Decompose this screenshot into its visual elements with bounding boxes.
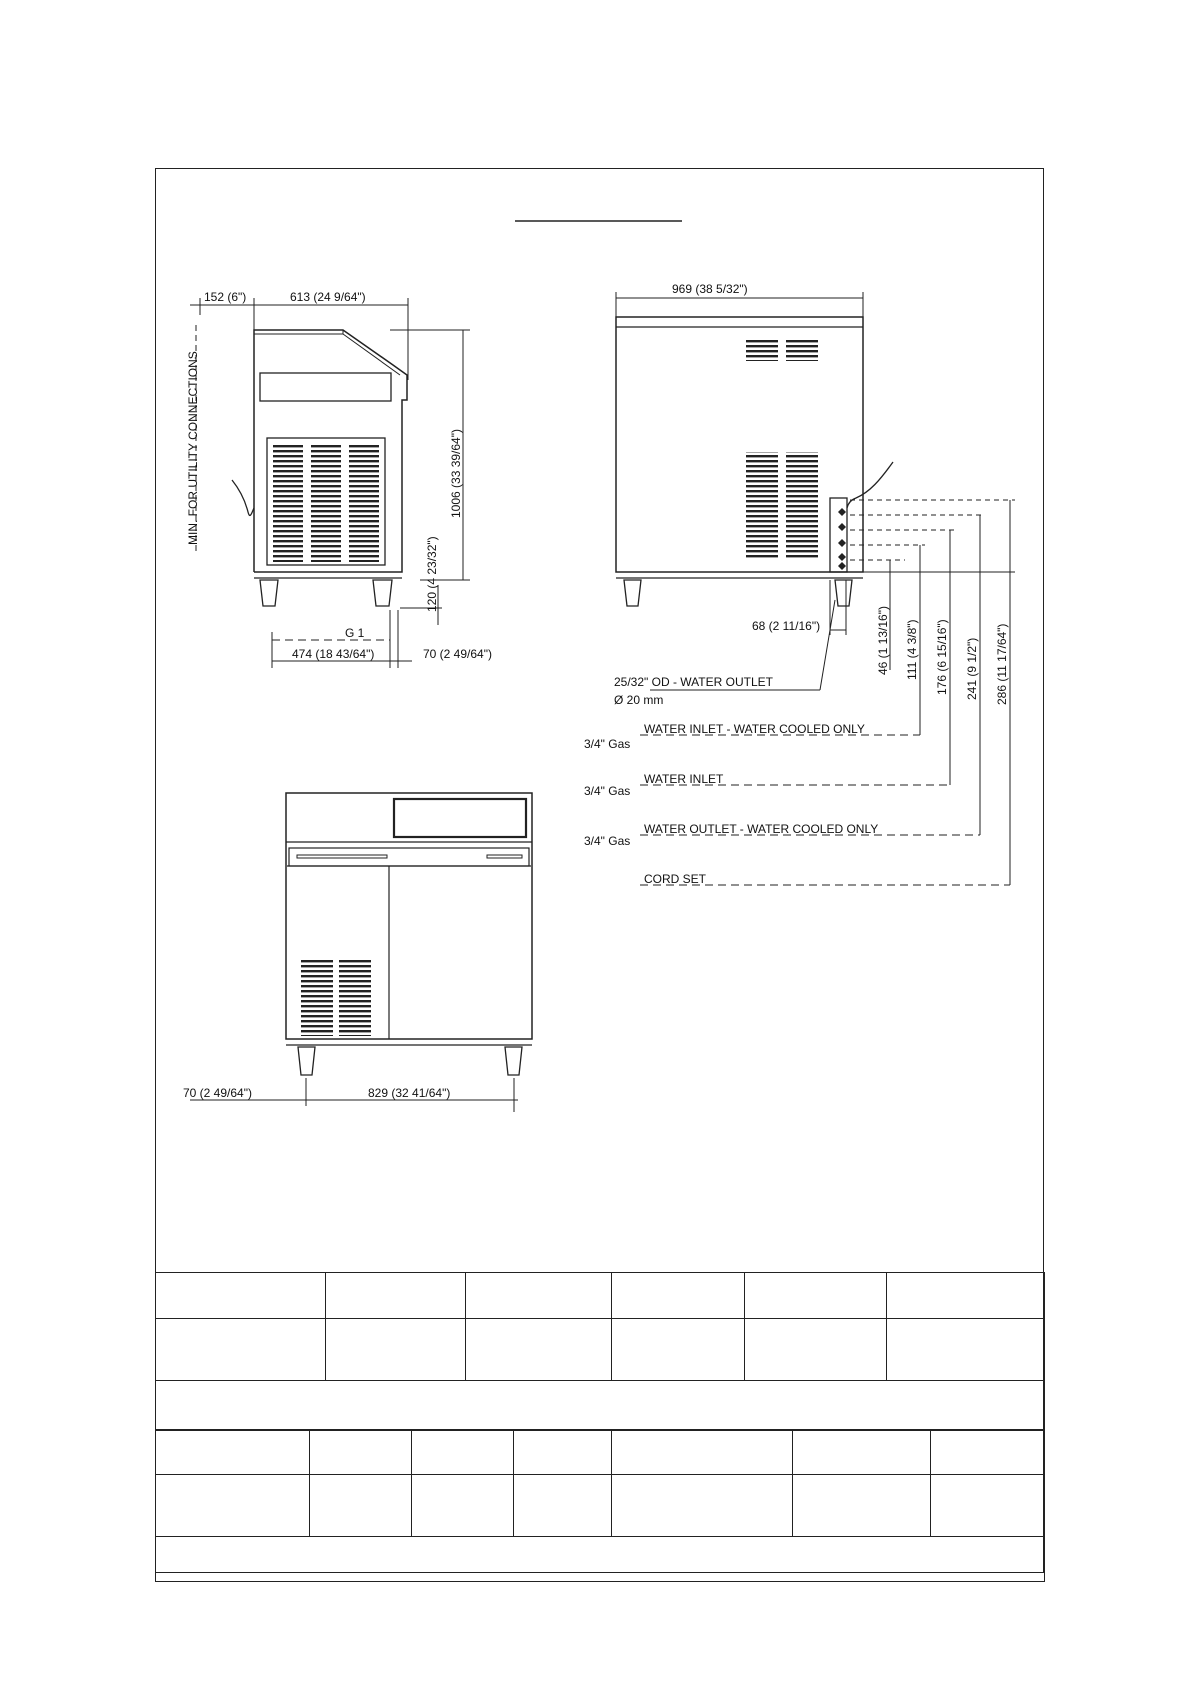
label-connection-2: WATER INLET	[644, 772, 724, 786]
front-louver	[339, 958, 371, 1036]
spec-cell	[793, 1430, 931, 1475]
side-louver	[311, 444, 341, 562]
dim-rear-width: 969 (38 5/32")	[672, 282, 748, 296]
spec-cell	[412, 1475, 514, 1537]
spec-cell	[931, 1430, 1045, 1475]
label-gas-size: 3/4" Gas	[584, 834, 631, 848]
dim-height-286: 286 (11 17/64")	[995, 623, 1009, 705]
dim-leg-span: 829 (32 41/64")	[368, 1086, 451, 1100]
rear-louver	[746, 452, 778, 560]
spec-cell	[156, 1475, 310, 1537]
dim-leg-offset: 70 (2 49/64")	[183, 1086, 252, 1100]
dim-base-offset: 70 (2 49/64")	[423, 647, 492, 661]
dim-min-clearance: 152 (6")	[204, 290, 247, 304]
rear-connection-markers	[838, 508, 846, 570]
spec-value-row	[156, 1475, 1045, 1537]
label-outlet-dia: Ø 20 mm	[614, 693, 664, 707]
rear-leg	[835, 580, 852, 606]
side-view	[232, 330, 407, 606]
dim-side-width: 613 (24 9/64")	[290, 290, 366, 304]
dim-outlet-offset: 68 (2 11/16")	[752, 619, 821, 633]
spec-cell	[156, 1319, 326, 1381]
rear-leg	[624, 580, 641, 606]
front-control-strip	[289, 848, 529, 866]
spec-cell	[412, 1430, 514, 1475]
rear-louver	[746, 339, 778, 361]
spec-cell	[793, 1475, 931, 1537]
spec-cell	[887, 1319, 1045, 1381]
spec-cell	[612, 1475, 793, 1537]
spec-cell	[310, 1430, 412, 1475]
dim-height-176: 176 (6 15/16")	[935, 619, 949, 695]
spec-cell	[466, 1273, 612, 1319]
spec-section-row	[156, 1381, 1045, 1431]
spec-cell	[887, 1273, 1045, 1319]
rear-view-dimensions	[616, 292, 1015, 885]
side-leg	[373, 580, 392, 606]
dim-height-111: 111 (4 3/8")	[905, 619, 919, 680]
dim-leg-height: 120 (4 23/32")	[425, 536, 439, 612]
spec-table-top	[155, 1272, 1045, 1431]
front-louver	[301, 958, 333, 1036]
side-top-panel	[260, 373, 391, 401]
rear-cabinet-outline	[616, 317, 863, 572]
spec-header-row	[156, 1273, 1045, 1319]
front-view	[286, 793, 532, 1075]
front-leg	[505, 1047, 522, 1075]
spec-footer-row	[156, 1537, 1045, 1582]
side-louver	[273, 444, 303, 562]
spec-value-row	[156, 1319, 1045, 1381]
spec-cell	[310, 1475, 412, 1537]
spec-cell	[156, 1430, 310, 1475]
spec-cell	[156, 1381, 1045, 1431]
spec-cell	[745, 1319, 887, 1381]
label-connection-3: WATER OUTLET - WATER COOLED ONLY	[644, 822, 879, 836]
spec-cell	[514, 1430, 612, 1475]
rear-view	[616, 317, 893, 606]
spec-cell	[156, 1273, 326, 1319]
front-slot	[487, 855, 522, 858]
dim-side-height: 1006 (33 39/64")	[449, 429, 463, 518]
side-leg	[260, 580, 278, 606]
label-connection-4: CORD SET	[644, 872, 707, 886]
spec-cell	[326, 1273, 466, 1319]
spec-cell	[745, 1273, 887, 1319]
spec-header-row	[156, 1430, 1045, 1475]
label-gas-size: 3/4" Gas	[584, 784, 631, 798]
front-slot	[297, 855, 387, 858]
label-connection-1: WATER INLET - WATER COOLED ONLY	[644, 722, 865, 736]
label-gas-size: 3/4" Gas	[584, 737, 631, 751]
spec-cell	[931, 1475, 1045, 1537]
rear-connection-panel	[830, 498, 847, 572]
spec-cell	[326, 1319, 466, 1381]
dim-height-46: 46 (1 13/16")	[876, 606, 890, 675]
spec-cell	[156, 1537, 1045, 1582]
spec-cell	[466, 1319, 612, 1381]
spec-cell	[612, 1273, 745, 1319]
dim-height-241: 241 (9 1/2")	[965, 637, 979, 700]
spec-cell	[612, 1319, 745, 1381]
spec-cell	[514, 1475, 612, 1537]
label-min-clearance: MIN. FOR UTILITY CONNECTIONS	[186, 351, 200, 545]
side-louver	[349, 444, 379, 562]
spec-table-bottom	[155, 1429, 1045, 1582]
front-leg	[298, 1047, 315, 1075]
label-outlet-od: 25/32" OD - WATER OUTLET	[614, 675, 773, 689]
rear-louver	[786, 452, 818, 560]
dim-base-depth: 474 (18 43/64")	[292, 647, 375, 661]
rear-louver	[786, 339, 818, 361]
front-top-panel	[394, 799, 526, 837]
label-connection: G 1	[345, 626, 365, 640]
spec-cell	[612, 1430, 793, 1475]
